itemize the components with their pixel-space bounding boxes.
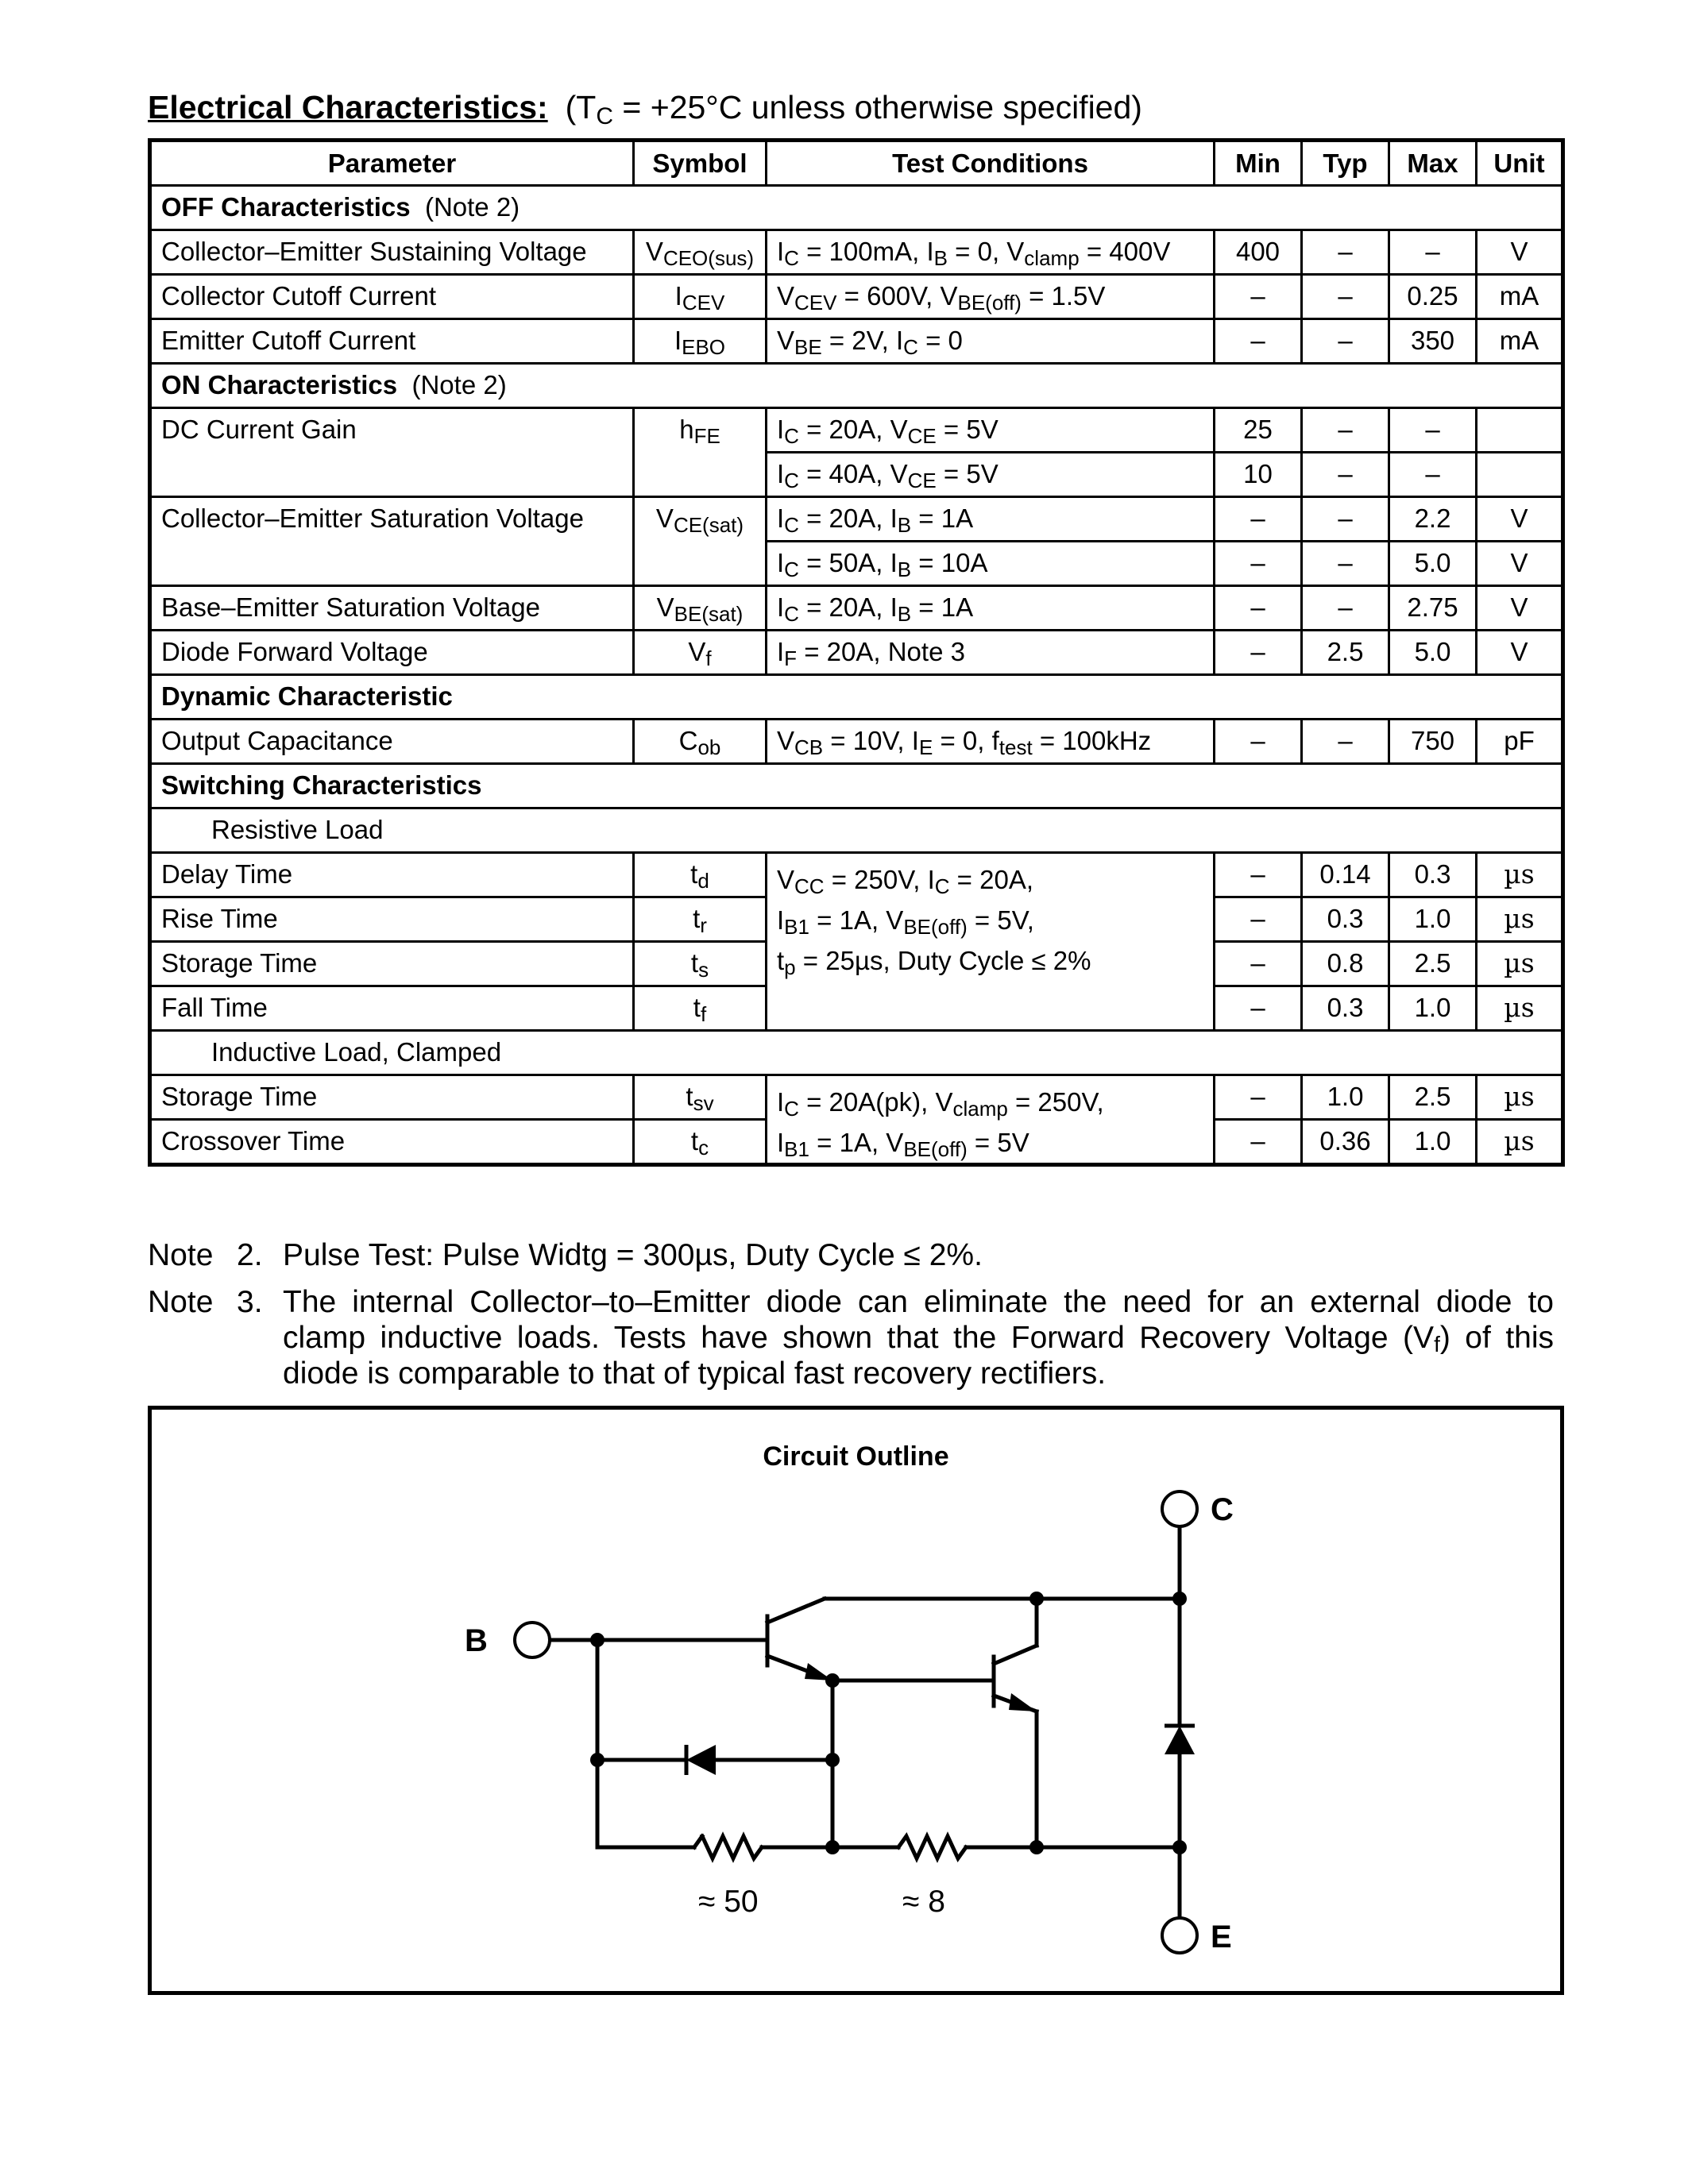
max-value: 1.0 bbox=[1389, 1120, 1477, 1165]
min-value: – bbox=[1215, 275, 1302, 319]
resistor-label: ≈ 50 bbox=[698, 1885, 759, 1919]
table-row bbox=[150, 230, 1563, 275]
heading-condition: ($T_C = +25^\circ C$ unless otherwise specified) bbox=[565, 89, 1142, 129]
param: Collector–Emitter Sustaining Voltage bbox=[150, 230, 634, 275]
test-condition: $V_{CEV} = 600V$, $V_{BE(off)} = 1.5V$ bbox=[767, 275, 1215, 319]
typ-value: – bbox=[1302, 497, 1389, 542]
param: Output Capacitance bbox=[150, 720, 634, 764]
unit: µs bbox=[1477, 986, 1563, 1031]
typ-value: 2.5 bbox=[1302, 631, 1389, 675]
min-value: – bbox=[1215, 986, 1302, 1031]
col-header: Test Conditions bbox=[767, 141, 1215, 186]
junction-dot bbox=[1029, 1840, 1044, 1854]
unit bbox=[1477, 453, 1563, 497]
typ-value: 1.0 bbox=[1302, 1075, 1389, 1120]
table-row bbox=[150, 720, 1563, 764]
heading-title: Electrical Characteristics: bbox=[148, 89, 548, 125]
test-condition: $V_{BE} = 2V$, $I_C = 0$ bbox=[767, 319, 1215, 364]
min-value: – bbox=[1215, 942, 1302, 986]
param: Emitter Cutoff Current bbox=[150, 319, 634, 364]
test-condition: $I_C = 50A$, $I_B = 10A$ bbox=[767, 542, 1215, 586]
test-condition: $I_C = 20A$, $I_B = 1A$ bbox=[767, 586, 1215, 631]
table-row bbox=[150, 275, 1563, 319]
col-header: Parameter bbox=[150, 141, 634, 186]
col-header: Min bbox=[1215, 141, 1302, 186]
max-value: 2.5 bbox=[1389, 1075, 1477, 1120]
max-value: 0.3 bbox=[1389, 853, 1477, 897]
min-value: – bbox=[1215, 853, 1302, 897]
table-row bbox=[150, 497, 1563, 542]
symbol: $V_f$ bbox=[634, 631, 767, 675]
max-value: – bbox=[1389, 453, 1477, 497]
junction-dot bbox=[825, 1753, 840, 1767]
typ-value: – bbox=[1302, 586, 1389, 631]
note-label: Note bbox=[148, 1238, 214, 1272]
symbol: $t_f$ bbox=[634, 986, 767, 1031]
table-row bbox=[150, 319, 1563, 364]
unit: V bbox=[1477, 631, 1563, 675]
test-condition: $I_C = 20A(pk)$, $V_{clamp} = 250V$, $I_{B1} = 1A$, $V_{BE(off)} = 5V$ bbox=[767, 1075, 1215, 1165]
symbol: $h_{FE}$ bbox=[634, 408, 767, 497]
arrow bbox=[1009, 1693, 1037, 1711]
symbol: $V_{CEO(sus)}$ bbox=[634, 230, 767, 275]
junction-dot bbox=[590, 1633, 605, 1647]
test-condition: $I_C = 20A$, $V_{CE} = 5V$ bbox=[767, 408, 1215, 453]
param: Collector Cutoff Current bbox=[150, 275, 634, 319]
note-2 bbox=[148, 1237, 1554, 1273]
unit: V bbox=[1477, 497, 1563, 542]
wire bbox=[767, 1599, 825, 1623]
resistor bbox=[898, 1836, 966, 1858]
min-value: – bbox=[1215, 720, 1302, 764]
unit: pF bbox=[1477, 720, 1563, 764]
table-row bbox=[150, 631, 1563, 675]
section-heading bbox=[148, 89, 1142, 130]
min-value: – bbox=[1215, 1075, 1302, 1120]
note-text: Pulse Test: Pulse Widtg = 300µs, Duty Cycle ≤ 2%. bbox=[283, 1238, 983, 1272]
section-row: ON Characteristics (Note 2) bbox=[150, 364, 1563, 408]
circuit-title: Circuit Outline bbox=[763, 1441, 949, 1472]
unit: V bbox=[1477, 230, 1563, 275]
junction-dot bbox=[825, 1840, 840, 1854]
min-value: 400 bbox=[1215, 230, 1302, 275]
param: Collector–Emitter Saturation Voltage bbox=[150, 497, 634, 586]
unit bbox=[1477, 408, 1563, 453]
table-row bbox=[150, 1075, 1563, 1120]
unit: µs bbox=[1477, 897, 1563, 942]
junction-dot bbox=[1172, 1592, 1187, 1606]
note-label: Note bbox=[148, 1285, 214, 1319]
symbol: $t_d$ bbox=[634, 853, 767, 897]
min-value: – bbox=[1215, 319, 1302, 364]
circuit-outline-box bbox=[148, 1406, 1564, 1995]
unit: V bbox=[1477, 586, 1563, 631]
test-condition: $I_C = 100mA$, $I_B = 0$, $V_{clamp} = 400V$ bbox=[767, 230, 1215, 275]
col-header: Max bbox=[1389, 141, 1477, 186]
unit: µs bbox=[1477, 942, 1563, 986]
typ-value: – bbox=[1302, 230, 1389, 275]
symbol: $t_c$ bbox=[634, 1120, 767, 1165]
max-value: 750 bbox=[1389, 720, 1477, 764]
col-header: Symbol bbox=[634, 141, 767, 186]
test-condition: $V_{CC} = 250V$, $I_C = 20A$, $I_{B1} = 1A$, $V_{BE(off)} = 5V$, $t_p = 25\mu s$, Duty Cycle ≤ 2% bbox=[767, 853, 1215, 1031]
typ-value: – bbox=[1302, 453, 1389, 497]
test-condition: $I_C = 40A$, $V_{CE} = 5V$ bbox=[767, 453, 1215, 497]
param: DC Current Gain bbox=[150, 408, 634, 497]
col-header: Typ bbox=[1302, 141, 1389, 186]
typ-value: 0.14 bbox=[1302, 853, 1389, 897]
table-header-row bbox=[150, 141, 1563, 186]
symbol: $I_{EBO}$ bbox=[634, 319, 767, 364]
min-value: – bbox=[1215, 586, 1302, 631]
max-value: 2.75 bbox=[1389, 586, 1477, 631]
unit: µs bbox=[1477, 1120, 1563, 1165]
min-value: – bbox=[1215, 1120, 1302, 1165]
junction-dot bbox=[825, 1673, 840, 1688]
terminal-c-icon bbox=[1162, 1491, 1197, 1526]
resistor-label: ≈ 8 bbox=[902, 1885, 945, 1919]
section-row: OFF Characteristics (Note 2) bbox=[150, 186, 1563, 230]
symbol: $t_s$ bbox=[634, 942, 767, 986]
unit: mA bbox=[1477, 319, 1563, 364]
param: Fall Time bbox=[150, 986, 634, 1031]
section-row: Dynamic Characteristic bbox=[150, 675, 1563, 720]
unit: µs bbox=[1477, 853, 1563, 897]
unit: V bbox=[1477, 542, 1563, 586]
param: Rise Time bbox=[150, 897, 634, 942]
note-number: 3. bbox=[237, 1285, 263, 1319]
junction-dot bbox=[1172, 1840, 1187, 1854]
min-value: – bbox=[1215, 497, 1302, 542]
max-value: 2.5 bbox=[1389, 942, 1477, 986]
param: Base–Emitter Saturation Voltage bbox=[150, 586, 634, 631]
min-value: – bbox=[1215, 897, 1302, 942]
diode-icon bbox=[1165, 1726, 1195, 1754]
symbol: $I_{CEV}$ bbox=[634, 275, 767, 319]
table-row bbox=[150, 853, 1563, 897]
test-condition: $I_F = 20A$, Note 3 bbox=[767, 631, 1215, 675]
notes bbox=[148, 1237, 1554, 1403]
terminal-b-label: B bbox=[465, 1623, 488, 1658]
unit: µs bbox=[1477, 1075, 1563, 1120]
terminal-e-icon bbox=[1162, 1918, 1197, 1953]
subsection-row: Resistive Load bbox=[150, 808, 1563, 853]
table-row bbox=[150, 586, 1563, 631]
symbol: $V_{BE(sat)}$ bbox=[634, 586, 767, 631]
typ-value: – bbox=[1302, 275, 1389, 319]
typ-value: 0.3 bbox=[1302, 897, 1389, 942]
junction-dot bbox=[590, 1753, 605, 1767]
param: Crossover Time bbox=[150, 1120, 634, 1165]
max-value: – bbox=[1389, 230, 1477, 275]
typ-value: 0.3 bbox=[1302, 986, 1389, 1031]
electrical-characteristics-table bbox=[148, 138, 1565, 1167]
max-value: 1.0 bbox=[1389, 986, 1477, 1031]
terminal-b-icon bbox=[515, 1623, 550, 1657]
max-value: 5.0 bbox=[1389, 631, 1477, 675]
param: Storage Time bbox=[150, 1075, 634, 1120]
note-text: The internal Collector–to–Emitter diode can eliminate the need for an external diode to clamp inductive loads. Tests have shown that the Forward Recovery Voltage $(V_f)$ of this diode is comparable to that of typical fast recovery rectifiers. bbox=[283, 1285, 1555, 1391]
symbol: $t_{sv}$ bbox=[634, 1075, 767, 1120]
symbol: $C_{ob}$ bbox=[634, 720, 767, 764]
table-row bbox=[150, 408, 1563, 453]
min-value: 10 bbox=[1215, 453, 1302, 497]
section-row: Switching Characteristics bbox=[150, 764, 1563, 808]
terminal-c-label: C bbox=[1211, 1492, 1234, 1527]
typ-value: 0.8 bbox=[1302, 942, 1389, 986]
param: Delay Time bbox=[150, 853, 634, 897]
wire bbox=[994, 1646, 1037, 1664]
max-value: 350 bbox=[1389, 319, 1477, 364]
max-value: 2.2 bbox=[1389, 497, 1477, 542]
test-condition: $I_C = 20A$, $I_B = 1A$ bbox=[767, 497, 1215, 542]
note-3 bbox=[148, 1284, 1554, 1391]
resistor bbox=[702, 1836, 762, 1858]
typ-value: – bbox=[1302, 319, 1389, 364]
min-value: – bbox=[1215, 631, 1302, 675]
terminal-e-label: E bbox=[1211, 1920, 1232, 1954]
circuit-diagram bbox=[152, 1410, 1560, 1991]
param: Diode Forward Voltage bbox=[150, 631, 634, 675]
note-number: 2. bbox=[237, 1238, 263, 1272]
max-value: 1.0 bbox=[1389, 897, 1477, 942]
symbol: $t_r$ bbox=[634, 897, 767, 942]
min-value: – bbox=[1215, 542, 1302, 586]
test-condition: $V_{CB} = 10V$, $I_E = 0$, $f_{test} = 100kHz$ bbox=[767, 720, 1215, 764]
subsection-row: Inductive Load, Clamped bbox=[150, 1031, 1563, 1075]
typ-value: – bbox=[1302, 720, 1389, 764]
max-value: – bbox=[1389, 408, 1477, 453]
diode-icon bbox=[686, 1745, 716, 1775]
max-value: 0.25 bbox=[1389, 275, 1477, 319]
unit: mA bbox=[1477, 275, 1563, 319]
junction-dot bbox=[1029, 1592, 1044, 1606]
typ-value: – bbox=[1302, 408, 1389, 453]
col-header: Unit bbox=[1477, 141, 1563, 186]
typ-value: – bbox=[1302, 542, 1389, 586]
param: Storage Time bbox=[150, 942, 634, 986]
typ-value: 0.36 bbox=[1302, 1120, 1389, 1165]
symbol: $V_{CE(sat)}$ bbox=[634, 497, 767, 586]
max-value: 5.0 bbox=[1389, 542, 1477, 586]
min-value: 25 bbox=[1215, 408, 1302, 453]
